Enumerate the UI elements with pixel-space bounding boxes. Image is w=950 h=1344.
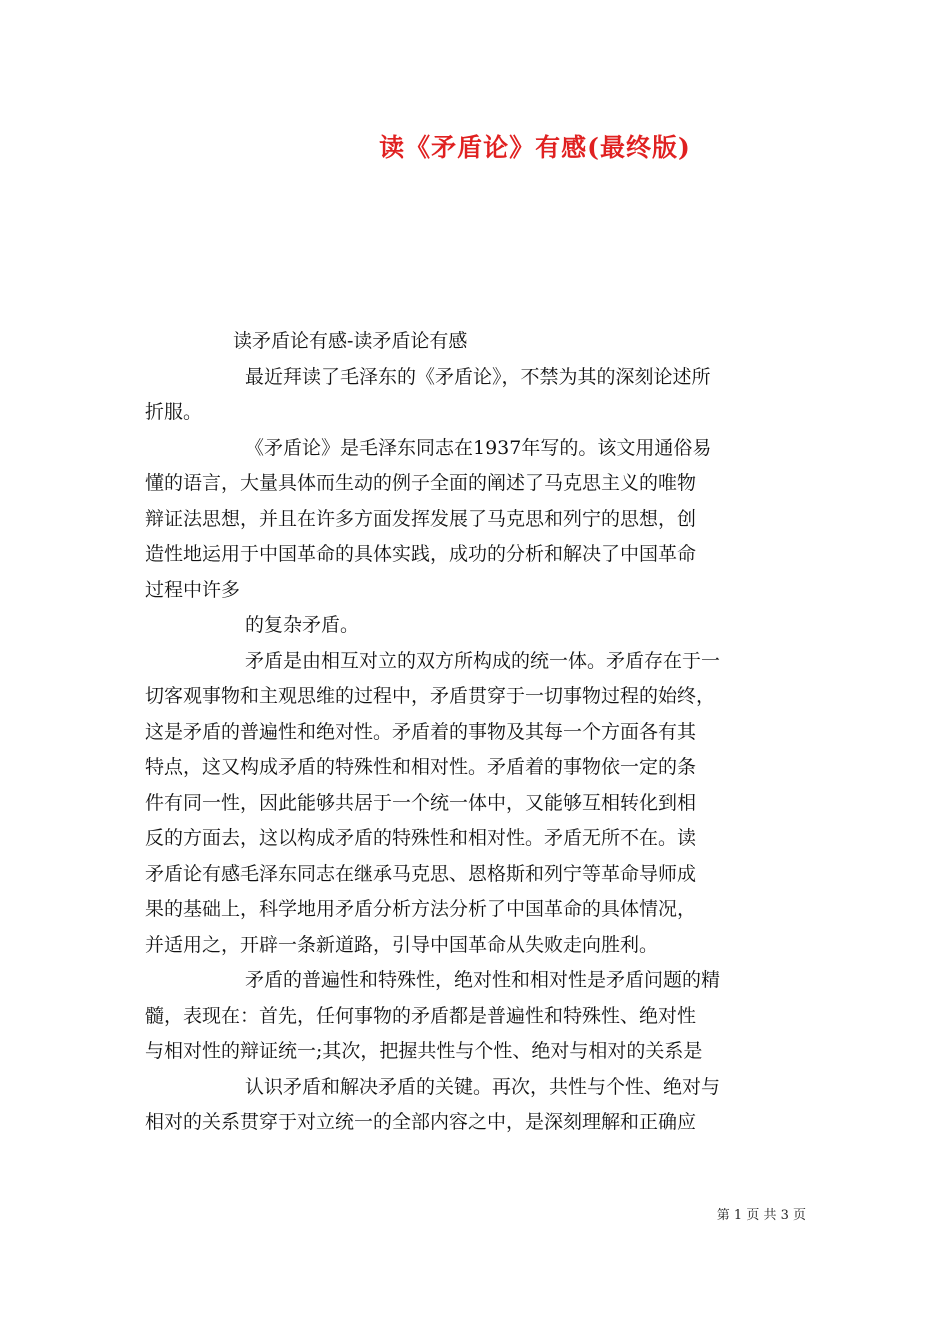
paragraph-line: 折服。 [145,401,203,423]
document-subtitle: 读矛盾论有感-读矛盾论有感 [233,330,468,352]
paragraph-line: 的复杂矛盾。 [245,614,360,636]
paragraph-line: 矛盾的普遍性和特殊性，绝对性和相对性是矛盾问题的精 [245,969,721,991]
document-title: 读《矛盾论》有感(最终版) [379,133,691,162]
paragraph-line: 懂的语言，大量具体而生动的例子全面的阐述了马克思主义的唯物 [145,472,697,494]
paragraph-line: 《矛盾论》是毛泽东同志在1937年写的。该文用通俗易 [245,436,712,459]
paragraph-line: 过程中许多 [145,578,241,601]
page-number: 第 1 页 共 3 页 [716,1208,806,1223]
paragraph-line: 切客观事物和主观思维的过程中，矛盾贯穿于一切事物过程的始终， [145,685,716,707]
paragraph-line: 最近拜读了毛泽东的《矛盾论》，不禁为其的深刻论述所 [245,365,711,388]
paragraph-line: 造性地运用于中国革命的具体实践，成功的分析和解决了中国革命 [145,543,697,565]
paragraph-line: 相对的关系贯穿于对立统一的全部内容之中，是深刻理解和正确应 [145,1111,697,1133]
paragraph-line: 髓，表现在：首先，任何事物的矛盾都是普遍性和特殊性、绝对性 [145,1004,697,1027]
paragraph-line: 与相对性的辩证统一;其次，把握共性与个性、绝对与相对的关系是 [145,1040,703,1062]
paragraph-line: 认识矛盾和解决矛盾的关键。再次，共性与个性、绝对与 [245,1075,721,1098]
paragraph-line: 这是矛盾的普遍性和绝对性。矛盾着的事物及其每一个方面各有其 [145,720,697,743]
paragraph-line: 反的方面去，这以构成矛盾的特殊性和相对性。矛盾无所不在。读 [145,827,697,849]
paragraph-line: 辩证法思想，并且在许多方面发挥发展了马克思和列宁的思想，创 [145,507,697,530]
document-body [145,324,810,1141]
paragraph-line: 矛盾论有感毛泽东同志在继承马克思、恩格斯和列宁等革命导师成 [145,862,697,885]
paragraph-line: 果的基础上，科学地用矛盾分析方法分析了中国革命的具体情况， [145,898,697,920]
page-footer [717,1204,806,1223]
paragraph-line: 并适用之，开辟一条新道路，引导中国革命从失败走向胜利。 [145,933,659,956]
paragraph-line: 特点，这又构成矛盾的特殊性和相对性。矛盾着的事物依一定的条 [145,756,697,778]
paragraph-line: 件有同一性，因此能够共居于一个统一体中，又能够互相转化到相 [145,791,697,814]
paragraph-line: 矛盾是由相互对立的双方所构成的统一体。矛盾存在于一 [245,649,721,672]
